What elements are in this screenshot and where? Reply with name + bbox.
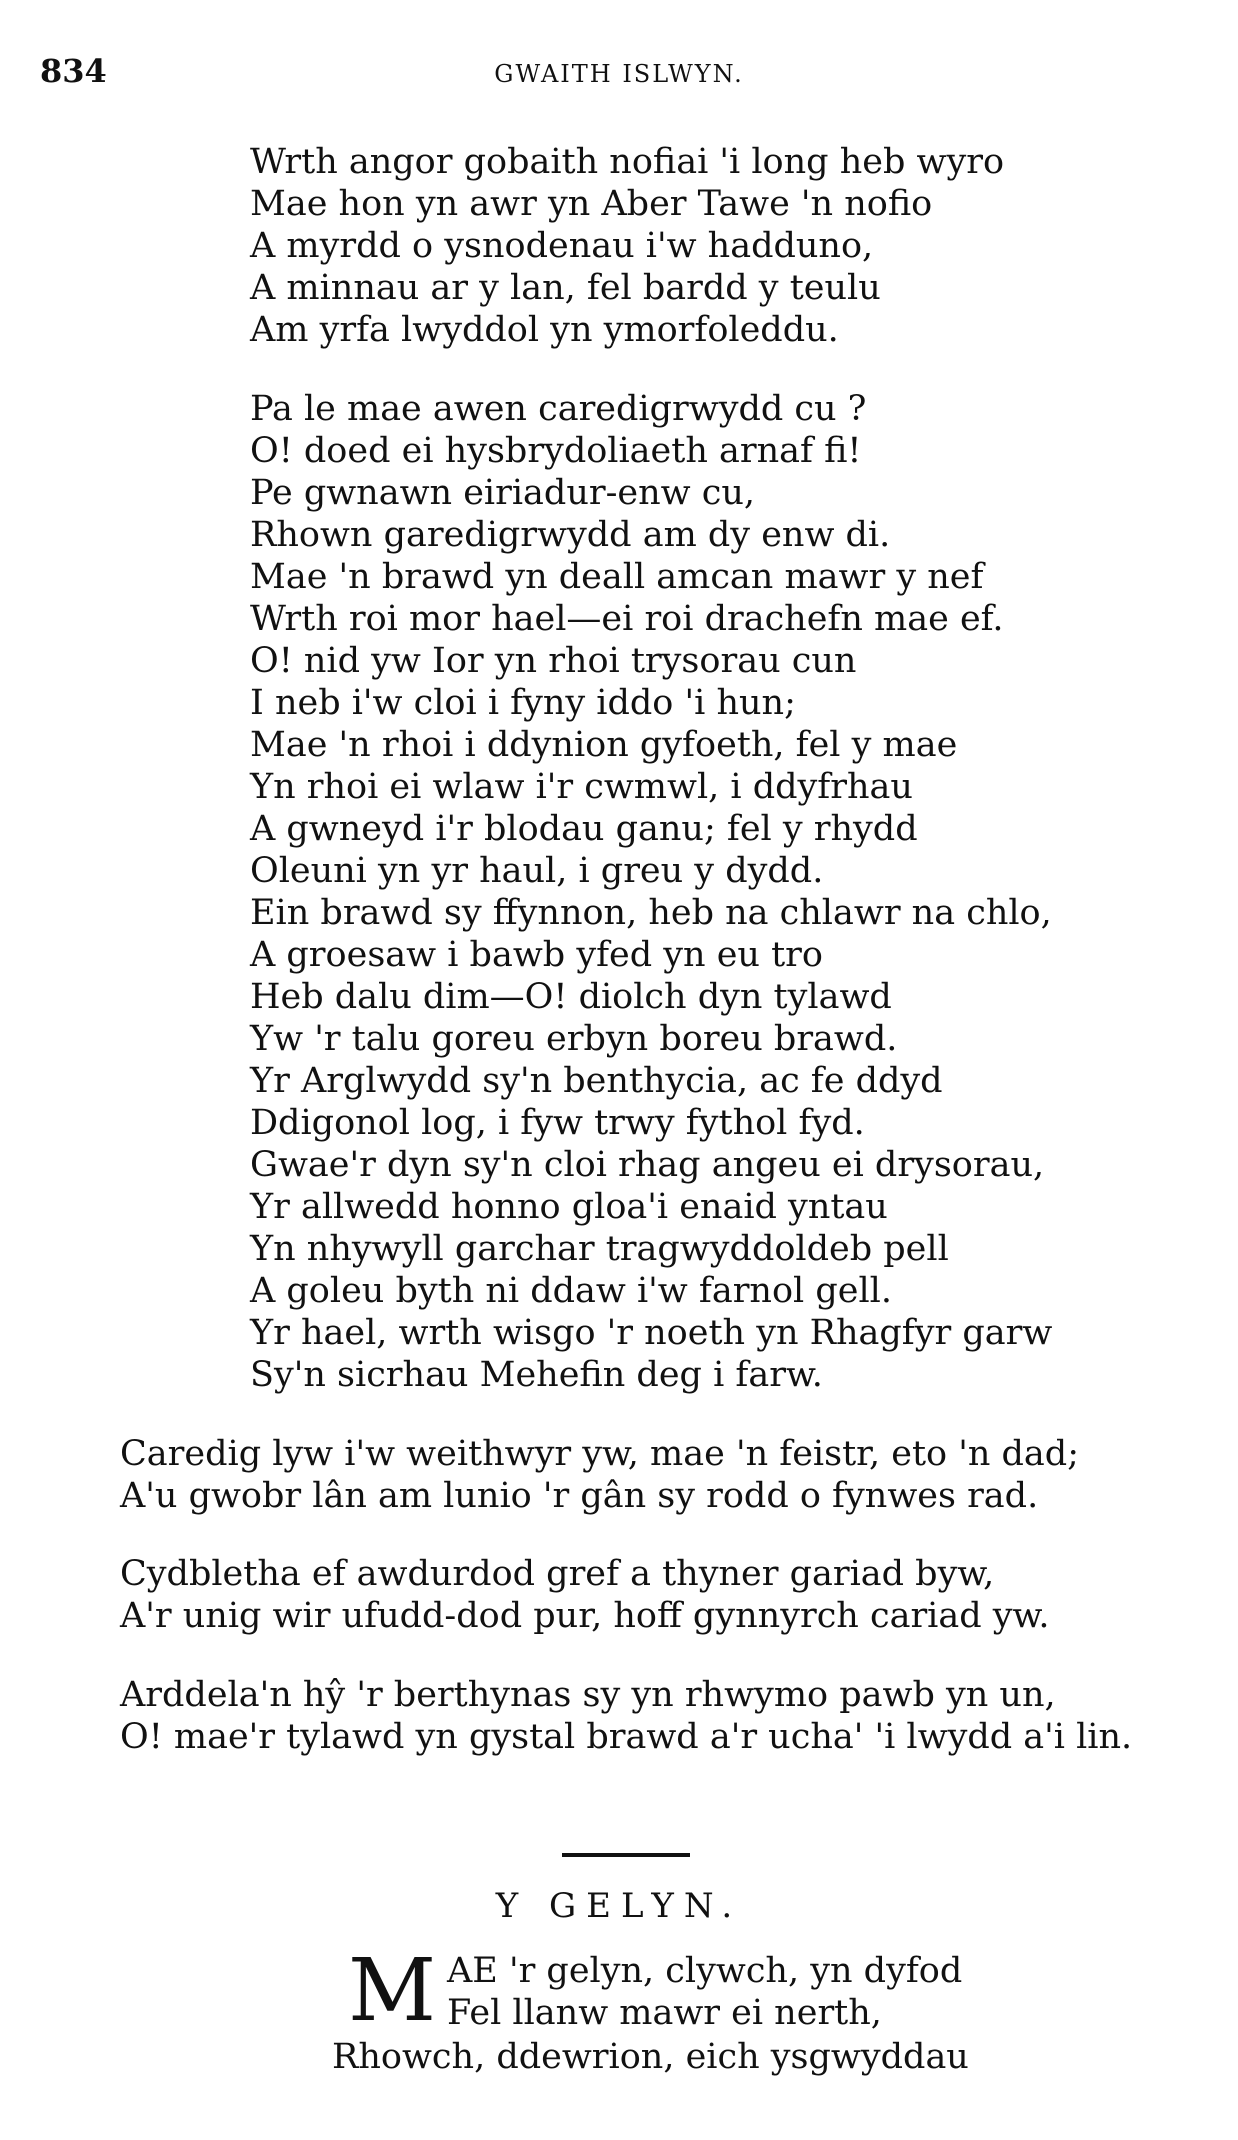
poem-line: Ein brawd sy ffynnon, heb na chlawr na chlo, [250,893,1052,933]
poem-line: A myrdd o ysnodenau i'w hadduno, [250,226,874,266]
poem-line: Yn nhywyll garchar tragwyddoldeb pell [250,1229,949,1269]
poem-line: Yn rhoi ei wlaw i'r cwmwl, i ddyfrhau [250,767,913,807]
poem-line: Mae 'n rhoi i ddynion gyfoeth, fel y mae [250,725,958,765]
poem-line: Heb dalu dim—O! diolch dyn tylawd [250,977,892,1017]
couplet-line: Cydbletha ef awdurdod gref a thyner gariad byw, [120,1554,995,1594]
running-header: GWAITH ISLWYN. [494,60,744,88]
poem-line: O! doed ei hysbrydoliaeth arnaf fi! [250,431,862,471]
poem-line: Rhowch, ddewrion, eich ysgwyddau [332,2037,969,2077]
poem-line: Mae 'n brawd yn deall amcan mawr y nef [250,557,984,597]
poem-line: Gwae'r dyn sy'n cloi rhag angeu ei drysorau, [250,1145,1045,1185]
poem-title: Y GELYN. [495,1886,743,1926]
section-divider [562,1853,690,1857]
poem-line: Fel llanw mawr ei nerth, [447,1993,882,2033]
poem-line: Pa le mae awen caredigrwydd cu ? [250,389,867,429]
poem-line: A gwneyd i'r blodau ganu; fel y rhydd [250,809,918,849]
drop-cap: M [348,1941,437,2041]
poem-line: Wrth roi mor hael—ei roi drachefn mae ef. [250,599,1004,639]
poem-line: I neb i'w cloi i fyny iddo 'i hun; [250,683,796,723]
couplet-line: A'u gwobr lân am lunio 'r gân sy rodd o fynwes rad. [120,1476,1039,1516]
poem-line: Rhown garedigrwydd am dy enw di. [250,515,891,555]
poem-line: Sy'n sicrhau Mehefin deg i farw. [250,1355,823,1395]
couplet-line: Caredig lyw i'w weithwyr yw, mae 'n feistr, eto 'n dad; [120,1434,1079,1474]
couplet-line: Arddela'n hŷ 'r berthynas sy yn rhwymo pawb yn un, [120,1675,1056,1715]
poem-line: Wrth angor gobaith nofiai 'i long heb wyro [250,142,1005,182]
poem-line: Ddigonol log, i fyw trwy fythol fyd. [250,1103,865,1143]
poem-line: O! nid yw Ior yn rhoi trysorau cun [250,641,857,681]
poem-line: A groesaw i bawb yfed yn eu tro [250,935,823,975]
poem-line: Mae hon yn awr yn Aber Tawe 'n nofio [250,184,933,224]
poem-line: Yr Arglwydd sy'n benthycia, ac fe ddyd [250,1061,943,1101]
poem-line: Pe gwnawn eiriadur-enw cu, [250,473,756,513]
poem-line: Yr allwedd honno gloa'i enaid yntau [250,1187,888,1227]
page-number: 834 [40,52,107,90]
poem-line: Yr hael, wrth wisgo 'r noeth yn Rhagfyr garw [250,1313,1053,1353]
poem-line: AE 'r gelyn, clywch, yn dyfod [447,1951,963,1991]
couplet-line: O! mae'r tylawd yn gystal brawd a'r ucha' 'i lwydd a'i lin. [120,1717,1133,1757]
poem-line: A goleu byth ni ddaw i'w farnol gell. [250,1271,892,1311]
couplet-line: A'r unig wir ufudd-dod pur, hoff gynnyrch cariad yw. [120,1596,1050,1636]
poem-line: A minnau ar y lan, fel bardd y teulu [250,268,881,308]
poem-line: Oleuni yn yr haul, i greu y dydd. [250,851,824,891]
poem-line: Am yrfa lwyddol yn ymorfoleddu. [250,310,839,350]
poem-line: Yw 'r talu goreu erbyn boreu brawd. [250,1019,898,1059]
